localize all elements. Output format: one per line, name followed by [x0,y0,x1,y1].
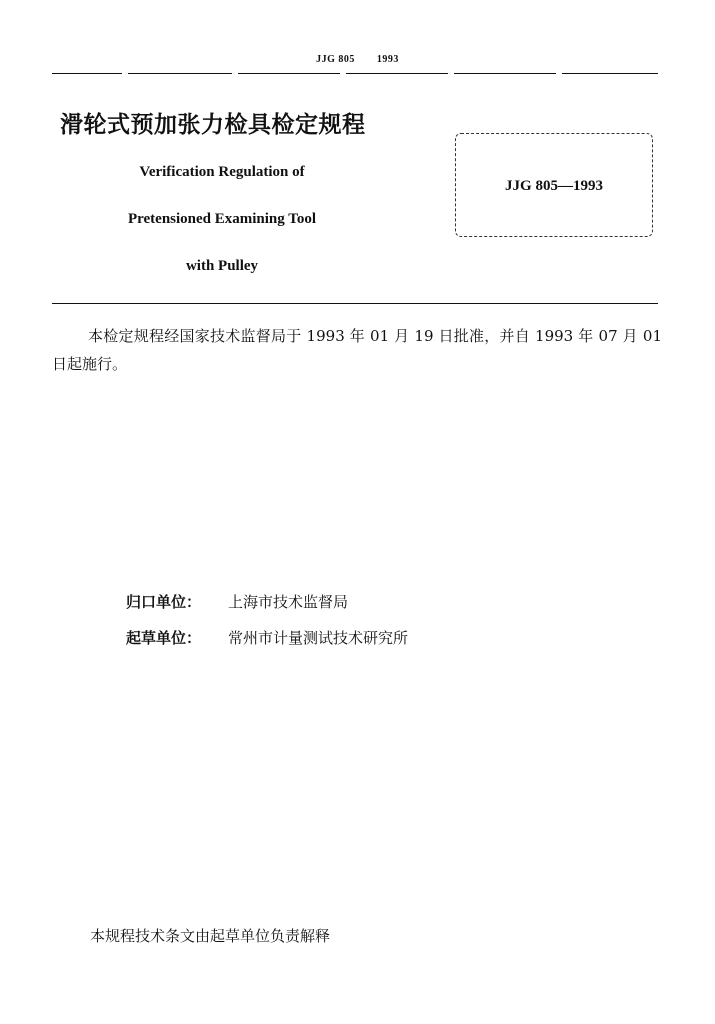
title-english-line-2: Pretensioned Examining Tool [127,211,317,227]
responsible-unit-value: 上海市技术监督局 [228,593,349,611]
header-rule [52,73,658,74]
approval-statement: 本检定规程经国家技术监督局于 1993 年 01 月 19 日批准，并自 1993 年 07 月 01 日起施行。 [52,327,662,373]
title-chinese: 滑轮式预加张力检具检定规程 [60,112,366,138]
drafting-unit-value: 常州市计量测试技术研究所 [228,629,409,647]
responsible-unit-label: 归口单位： [126,593,202,611]
standard-code-box [455,133,653,237]
interpretation-note: 本规程技术条文由起草单位负责解释 [90,927,331,945]
title-english-line-1: Verification Regulation of [139,164,305,180]
header-code-number: JJG 805 [316,54,355,65]
header-code-year: 1993 [376,54,399,65]
title-rule [52,303,658,304]
drafting-unit-row [126,627,408,648]
title-english-line-3: with Pulley [185,258,259,274]
drafting-unit-label: 起草单位： [126,629,202,647]
standard-code: JJG 805—1993 [505,178,603,194]
running-header [0,54,715,65]
responsible-unit-row [126,591,348,612]
